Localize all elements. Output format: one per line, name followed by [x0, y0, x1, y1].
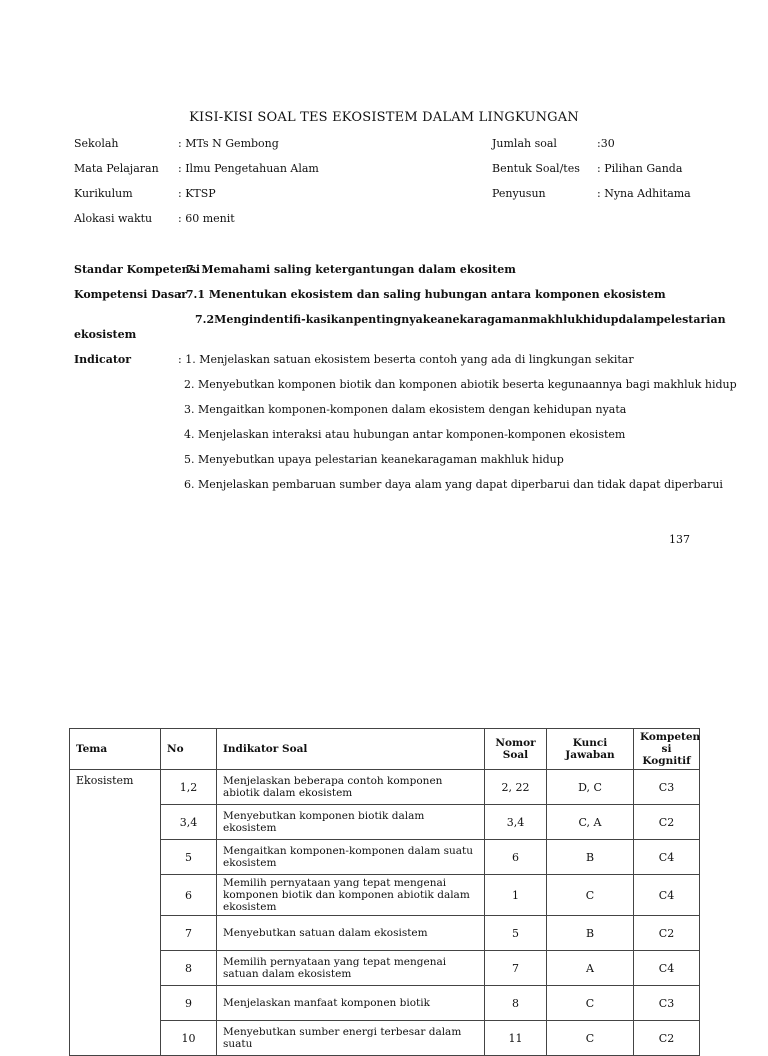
no-cell: 7: [161, 916, 217, 951]
indikator-cell: Memilih pernyataan yang tepat mengenai komponen biotik dan komponen abiotik dalam ekosistem: [217, 875, 485, 916]
kompetensi-dasar-label: Kompetensi Dasar: [74, 288, 188, 301]
header-indikator-soal: Indikator Soal: [217, 729, 485, 770]
indicator-item-5: 5. Menyebutkan upaya pelestarian keanekaragaman makhluk hidup: [184, 453, 564, 466]
kunci-cell: C: [547, 986, 634, 1021]
table-row: [70, 840, 700, 875]
kunci-cell: B: [547, 840, 634, 875]
indicator-item-4: 4. Menjelaskan interaksi atau hubungan antar komponen-komponen ekosistem: [184, 428, 626, 441]
table-row: [70, 1021, 700, 1056]
header-komp-line2: si Kognitif: [642, 743, 691, 767]
no-cell: 10: [161, 1021, 217, 1056]
kompetensi-dasar-item-1: : 7.1 Menentukan ekosistem dan saling hubungan antara komponen ekosistem: [178, 288, 666, 301]
meta-label-jumlah-soal: Jumlah soal: [492, 137, 557, 150]
indicator-item-6: 6. Menjelaskan pembaruan sumber daya alam yang dapat diperbarui dan tidak dapat diperbarui: [184, 478, 723, 491]
table-row: [70, 951, 700, 986]
header-nomor-line1: Nomor: [495, 737, 536, 749]
header-kompetensi-kognitif: [634, 729, 700, 770]
indicator-item-3: 3. Mengaitkan komponen-komponen dalam ekosistem dengan kehidupan nyata: [184, 403, 627, 416]
header-tema: Tema: [70, 729, 161, 770]
kunci-cell: B: [547, 916, 634, 951]
nomor-soal-cell: 11: [485, 1021, 547, 1056]
nomor-soal-cell: 3,4: [485, 805, 547, 840]
kompetensi-dasar-item-2: [195, 313, 726, 326]
indicator-label: Indicator: [74, 353, 132, 366]
nomor-soal-cell: 6: [485, 840, 547, 875]
table-row: [70, 986, 700, 1021]
kompetensi-cell: C3: [634, 986, 700, 1021]
no-cell: 9: [161, 986, 217, 1021]
table-header-row: [70, 729, 700, 770]
kunci-cell: C: [547, 875, 634, 916]
kd2-word: makhluk: [528, 313, 583, 326]
kunci-cell: A: [547, 951, 634, 986]
page-number: 137: [669, 533, 690, 546]
meta-value-penyusun: : Nyna Adhitama: [597, 187, 691, 200]
header-kunci-line2: Jawaban: [565, 749, 615, 761]
no-cell: 3,4: [161, 805, 217, 840]
header-kunci-jawaban: [547, 729, 634, 770]
nomor-soal-cell: 7: [485, 951, 547, 986]
table-row: [70, 875, 700, 916]
kd2-word: hidup: [582, 313, 619, 326]
kd2-word: dalam: [618, 313, 657, 326]
kompetensi-cell: C4: [634, 840, 700, 875]
header-nomor-soal: [485, 729, 547, 770]
table-row: [70, 805, 700, 840]
header-kunci-line1: Kunci: [572, 737, 608, 749]
kd2-word: pelestarian: [656, 313, 726, 326]
kd2-word: pentingnya: [353, 313, 423, 326]
kompetensi-cell: C2: [634, 1021, 700, 1056]
meta-value-bentuk-soal: : Pilihan Ganda: [597, 162, 683, 175]
kunci-cell: C: [547, 1021, 634, 1056]
indicator-item-1: : 1. Menjelaskan satuan ekosistem beserta contoh yang ada di lingkungan sekitar: [178, 353, 634, 366]
table-row: [70, 916, 700, 951]
meta-value-kurikulum: : KTSP: [178, 187, 216, 200]
kompetensi-cell: C4: [634, 951, 700, 986]
meta-label-mapel: Mata Pelajaran: [74, 162, 159, 175]
meta-label-penyusun: Penyusun: [492, 187, 546, 200]
indikator-cell: Mengaitkan komponen-komponen dalam suatu ekosistem: [217, 840, 485, 875]
kompetensi-dasar-item-2-cont: ekosistem: [74, 328, 137, 341]
kisi-kisi-table: [69, 728, 700, 1056]
standar-kompetensi-label: Standar Kompetensi :: [74, 263, 208, 276]
meta-label-kurikulum: Kurikulum: [74, 187, 133, 200]
kd2-word: keanekaragaman: [422, 313, 529, 326]
nomor-soal-cell: 2, 22: [485, 770, 547, 805]
kompetensi-cell: C2: [634, 916, 700, 951]
nomor-soal-cell: 5: [485, 916, 547, 951]
standar-kompetensi-value: 7. Memahami saling ketergantungan dalam ekositem: [186, 263, 516, 276]
kompetensi-cell: C2: [634, 805, 700, 840]
kd2-word: 7.2: [195, 313, 215, 326]
meta-value-sekolah: : MTs N Gembong: [178, 137, 279, 150]
indikator-cell: Menjelaskan beberapa contoh komponen abiotik dalam ekosistem: [217, 770, 485, 805]
kompetensi-cell: C3: [634, 770, 700, 805]
nomor-soal-cell: 1: [485, 875, 547, 916]
no-cell: 8: [161, 951, 217, 986]
no-cell: 5: [161, 840, 217, 875]
indikator-cell: Menyebutkan satuan dalam ekosistem: [217, 916, 485, 951]
nomor-soal-cell: 8: [485, 986, 547, 1021]
meta-value-jumlah-soal: :30: [597, 137, 615, 150]
meta-label-sekolah: Sekolah: [74, 137, 119, 150]
header-komp-line1: Kompeten: [640, 731, 701, 743]
meta-value-alokasi: : 60 menit: [178, 212, 235, 225]
meta-label-alokasi: Alokasi waktu: [74, 212, 153, 225]
indicator-item-2: 2. Menyebutkan komponen biotik dan komponen abiotik beserta kegunaannya bagi makhluk hidup: [184, 378, 737, 391]
indikator-cell: Menyebutkan sumber energi terbesar dalam suatu: [217, 1021, 485, 1056]
kunci-cell: D, C: [547, 770, 634, 805]
header-nomor-line2: Soal: [502, 749, 529, 761]
indikator-cell: Menjelaskan manfaat komponen biotik: [217, 986, 485, 1021]
kunci-cell: C, A: [547, 805, 634, 840]
tema-cell: Ekosistem: [70, 770, 161, 1056]
meta-value-mapel: : Ilmu Pengetahuan Alam: [178, 162, 319, 175]
indikator-cell: Menyebutkan komponen biotik dalam ekosistem: [217, 805, 485, 840]
no-cell: 6: [161, 875, 217, 916]
table-row: [70, 770, 700, 805]
kd2-word: Mengindentifi-kasikan: [214, 313, 354, 326]
header-no: No: [161, 729, 217, 770]
no-cell: 1,2: [161, 770, 217, 805]
kompetensi-cell: C4: [634, 875, 700, 916]
indikator-cell: Memilih pernyataan yang tepat mengenai satuan dalam ekosistem: [217, 951, 485, 986]
document-title: KISI-KISI SOAL TES EKOSISTEM DALAM LINGKUNGAN: [189, 110, 579, 125]
meta-label-bentuk-soal: Bentuk Soal/tes: [492, 162, 580, 175]
